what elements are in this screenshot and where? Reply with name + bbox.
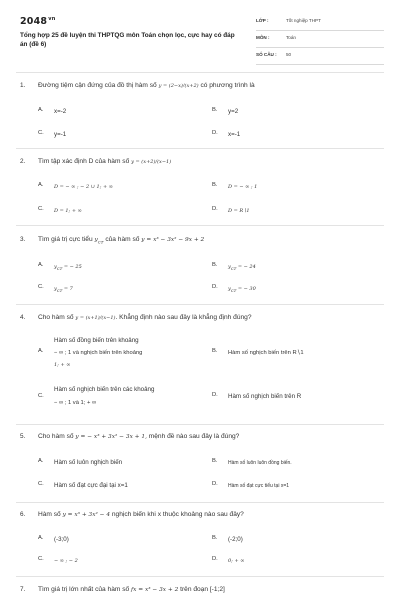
option-text: x=-2 — [54, 108, 67, 115]
option-letter: A. — [38, 348, 44, 354]
option-letter: A. — [38, 535, 44, 541]
option-value: = − 24 — [236, 264, 256, 270]
question-stem: Tìm tập xác định D của hàm số — [38, 158, 130, 165]
option-letter: C. — [38, 284, 44, 290]
question-text — [38, 82, 255, 89]
meta-row-subject — [256, 34, 384, 48]
option-letter: D. — [212, 392, 218, 398]
option-text: 0; + ∞ — [228, 558, 245, 564]
option-text: Hàm số nghịch biến trên R — [228, 393, 302, 400]
option-text: Hàm số nghịch biến trên R∖1 — [228, 350, 304, 356]
option-sub: CT — [230, 288, 237, 293]
document-title: Tổng hợp 25 đề luyện thi THPTQG môn Toán chọn lọc, cực hay có đáp án (đề 6) — [20, 32, 235, 48]
option-text: D = − ∞ ; − 2 ∪ 1; + ∞ — [54, 184, 113, 190]
question-formula-sub: CT — [97, 239, 104, 245]
question-text — [38, 511, 244, 518]
option-text: y=2 — [228, 108, 239, 115]
question-text — [38, 586, 225, 593]
meta-label: LỚP : — [256, 18, 269, 23]
option-text: D = − ∞ ; 1 — [228, 184, 258, 190]
option-a[interactable] — [38, 336, 208, 370]
question-number: 6. — [20, 511, 26, 518]
question-formula: y = (2−x)/(x+2) — [158, 83, 199, 89]
option-text: − ∞ ; − 2 — [54, 558, 78, 564]
question-stem-after: nghịch biến khi x thuộc khoảng nào sau đây? — [111, 511, 244, 518]
option-text: y=-1 — [54, 131, 67, 138]
divider — [16, 225, 384, 226]
question-formula: y = (x+1)/(x−1) — [75, 315, 116, 321]
option-letter: C. — [38, 481, 44, 487]
option-var: y — [228, 264, 231, 270]
option-letter: B. — [212, 107, 218, 113]
option-text: (-2;0) — [228, 536, 243, 543]
option-letter: A. — [38, 182, 44, 188]
question-formula: y = x³ + 3x² − 4 — [62, 512, 111, 518]
option-letter: B. — [212, 348, 218, 354]
option-letter: A. — [38, 107, 44, 113]
question-text — [38, 236, 204, 244]
option-text-line: − ∞ ; 1 và nghịch biến trên khoảng — [54, 350, 143, 356]
option-letter: B. — [212, 458, 218, 464]
meta-value: Toán — [286, 35, 296, 40]
logo-sup: vn — [48, 16, 56, 22]
divider — [16, 148, 384, 149]
option-letter: B. — [212, 262, 218, 268]
option-text: (-3;0) — [54, 536, 69, 543]
question-stem-after: có phương trình là — [200, 82, 255, 89]
logo[interactable] — [20, 16, 55, 27]
question-formula: y — [94, 237, 98, 243]
question-number: 2. — [20, 158, 26, 165]
meta-value: Tốt nghiệp THPT — [286, 18, 321, 23]
divider — [16, 304, 384, 305]
option-var: y — [228, 286, 231, 292]
question-stem-mid: của hàm số — [105, 236, 140, 243]
question-formula: y = (x+2)/(x−1) — [131, 159, 172, 165]
divider — [16, 424, 384, 425]
question-number: 4. — [20, 314, 26, 321]
option-text: D = R∖1 — [228, 208, 250, 214]
option-text-line: − ∞ ; 1 và 1; + ∞ — [54, 400, 97, 406]
option-letter: D. — [212, 130, 218, 136]
option-text: Hàm số đạt cực tiểu tại x=1 — [228, 483, 290, 489]
option-text — [228, 284, 256, 296]
option-text: x=-1 — [228, 131, 241, 138]
divider — [16, 576, 384, 577]
meta-label: SỐ CÂU : — [256, 52, 277, 57]
option-value: = − 25 — [62, 264, 82, 270]
option-value: = 7 — [62, 286, 73, 292]
question-stem-after: mệnh đề nào sau đây là đúng? — [148, 433, 240, 440]
option-letter: C. — [38, 556, 44, 562]
logo-text: 2048 — [20, 16, 48, 28]
option-text-line: Hàm số đồng biến trên khoảng — [54, 337, 139, 344]
question-stem-after: . Khẳng định nào sau đây là khẳng định đúng? — [115, 314, 252, 321]
meta-row-class — [256, 17, 384, 31]
question-stem: Cho hàm số — [38, 433, 74, 440]
option-text: Hàm số đạt cực đại tại x=1 — [54, 482, 128, 489]
question-number: 3. — [20, 236, 26, 243]
question-stem: Tìm giá trị lớn nhất của hàm số — [38, 586, 130, 593]
option-var: y — [54, 286, 57, 292]
option-text-line: Hàm số nghịch biến trên các khoảng — [54, 386, 155, 393]
option-letter: D. — [212, 284, 218, 290]
option-text-line: 1; + ∞ — [54, 362, 71, 368]
option-text: Hàm số luôn luôn đồng biến. — [228, 460, 292, 466]
divider — [16, 502, 384, 503]
option-letter: C. — [38, 393, 44, 399]
question-stem-after: trên đoạn [-1;2] — [180, 586, 225, 593]
option-letter: C. — [38, 206, 44, 212]
option-text — [54, 284, 73, 296]
question-number: 7. — [20, 586, 26, 593]
question-formula: y = x³ − 3x² − 9x + 2 — [141, 237, 205, 243]
question-number: 1. — [20, 82, 26, 89]
question-stem: Đường tiệm cận đứng của đồ thị hàm số — [38, 82, 157, 89]
question-text — [38, 158, 171, 165]
option-letter: A. — [38, 458, 44, 464]
option-text: D = 1; + ∞ — [54, 208, 82, 214]
option-letter: B. — [212, 182, 218, 188]
question-stem: Tìm giá trị cực tiểu — [38, 236, 93, 243]
meta-value: 50 — [286, 52, 292, 57]
option-letter: A. — [38, 262, 44, 268]
option-text — [54, 262, 82, 274]
divider — [16, 72, 384, 73]
option-c[interactable] — [38, 385, 208, 409]
question-formula: y = − x³ + 3x² − 3x + 1, — [75, 434, 147, 440]
question-text — [38, 314, 251, 321]
option-var: y — [54, 264, 57, 270]
option-sub: CT — [230, 266, 237, 271]
question-text — [38, 433, 239, 440]
option-letter: B. — [212, 535, 218, 541]
question-stem: Cho hàm số — [38, 314, 74, 321]
question-formula: fx = x³ − 3x + 2 — [131, 587, 179, 593]
option-letter: D. — [212, 206, 218, 212]
option-letter: C. — [38, 130, 44, 136]
meta-table — [256, 17, 384, 68]
option-sub: CT — [56, 266, 63, 271]
question-number: 5. — [20, 433, 26, 440]
option-text — [228, 262, 256, 274]
option-value: = − 30 — [236, 286, 256, 292]
option-letter: D. — [212, 481, 218, 487]
meta-label: MÔN : — [256, 35, 270, 40]
option-sub: CT — [56, 288, 63, 293]
option-text: Hàm số luôn nghịch biến — [54, 459, 123, 466]
header — [20, 14, 380, 68]
question-stem: Hàm số — [38, 511, 61, 518]
option-letter: D. — [212, 556, 218, 562]
meta-row-count — [256, 51, 384, 65]
